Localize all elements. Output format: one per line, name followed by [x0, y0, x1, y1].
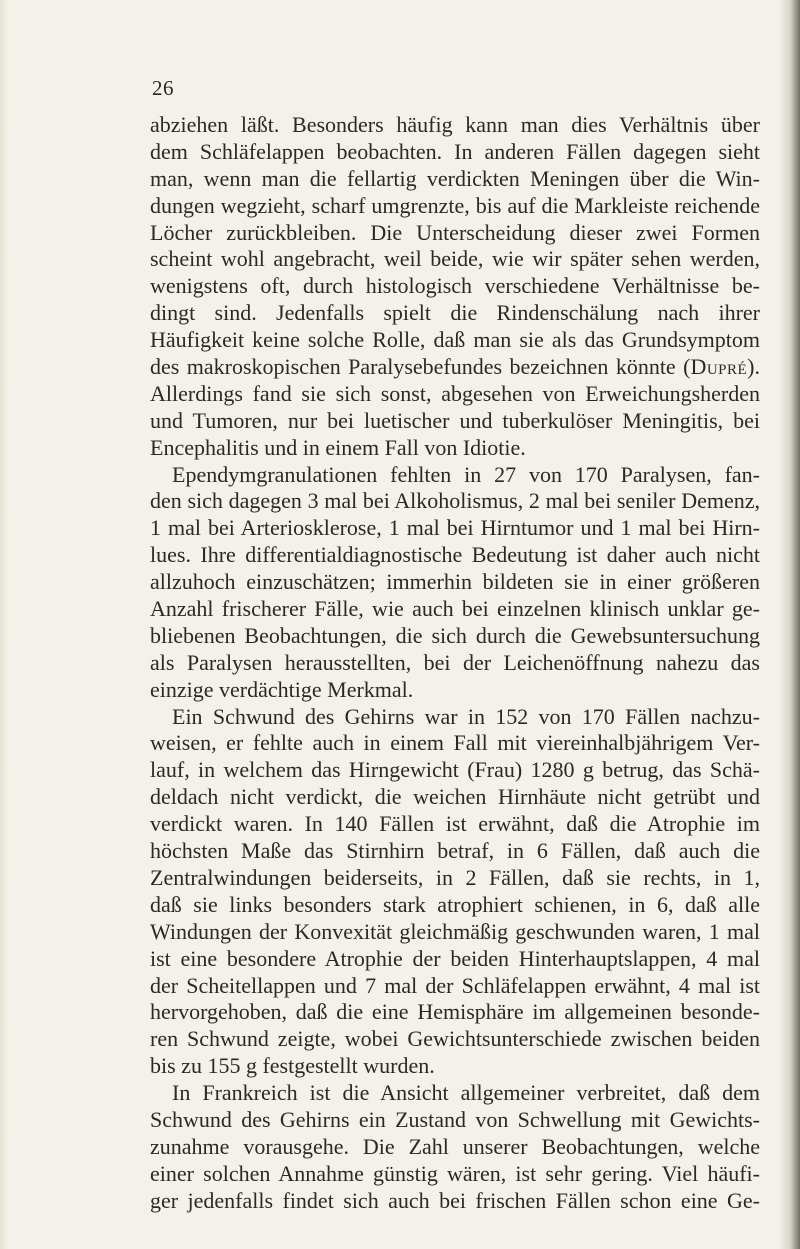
text-line: einer solchen Annahme günstig wären, ist sehr gering. Viel häufi- — [150, 1160, 760, 1186]
text-line: daß sie links besonders stark atrophiert schienen, in 6, daß alle — [150, 891, 760, 917]
text-line: Löcher zurückbleiben. Die Unterscheidung dieser zwei Formen — [150, 219, 760, 245]
text-line: und Tumoren, nur bei luetischer und tuberkulöser Meningitis, bei — [150, 407, 760, 433]
text-line: Zentralwindungen beiderseits, in 2 Fällen, daß sie rechts, in 1, — [150, 864, 760, 890]
text-line: höchsten Maße das Stirnhirn betraf, in 6 Fällen, daß auch die — [150, 838, 760, 864]
text-line: Ependymgranulationen fehlten in 27 von 170 Paralysen, fan- — [172, 461, 760, 487]
text-line: abziehen läßt. Besonders häufig kann man dies Verhältnis über — [150, 112, 760, 137]
page-number: 26 — [152, 76, 174, 100]
page-edge-left — [0, 0, 8, 1249]
page-edge-right — [778, 0, 800, 1249]
text-line: ren Schwund zeigte, wobei Gewichtsunterschiede zwischen beiden — [150, 1026, 760, 1052]
text-line: der Scheitellappen und 7 mal der Schläfelappen erwähnt, 4 mal ist — [150, 972, 760, 998]
text-line: scheint wohl angebracht, weil beide, wie wir später sehen werden, — [150, 246, 760, 272]
text-line: allzuhoch einzuschätzen; immerhin bildeten sie in einer größeren — [150, 569, 760, 595]
author-citation: Dupré — [690, 354, 748, 380]
text-line: deldach nicht verdickt, die weichen Hirnhäute nicht getrübt und — [150, 784, 760, 810]
text-line: 1 mal bei Arteriosklerose, 1 mal bei Hirntumor und 1 mal bei Hirn- — [150, 515, 760, 541]
text-line: Encephalitis und in einem Fall von Idiotie. — [150, 434, 526, 460]
text-line: hervorgehoben, daß die eine Hemisphäre im allgemeinen besonde- — [150, 999, 760, 1025]
text-line-with-citation — [150, 354, 760, 381]
text-line: zunahme vorausgehe. Die Zahl unserer Beobachtungen, welche — [150, 1133, 760, 1159]
text-line: verdickt waren. In 140 Fällen ist erwähnt, daß die Atrophie im — [150, 811, 760, 837]
text-line: wenigstens oft, durch histologisch verschiedene Verhältnisse be- — [150, 273, 760, 299]
text-line-part: des makroskopischen Paralysebefundes bezeichnen könnte ( — [150, 354, 691, 380]
body-text — [150, 112, 760, 1215]
text-line: bliebenen Beobachtungen, die sich durch die Gewebsuntersuchung — [150, 622, 760, 648]
paragraph — [150, 1080, 760, 1214]
text-line: einzige verdächtige Merkmal. — [150, 676, 414, 702]
text-line: lues. Ihre differentialdiagnostische Bedeutung ist daher auch nicht — [150, 542, 760, 568]
text-line: Anzahl frischerer Fälle, wie auch bei einzelnen klinisch unklar ge- — [150, 596, 760, 622]
text-line: lauf, in welchem das Hirngewicht (Frau) 1280 g betrug, das Schä- — [150, 757, 760, 783]
text-line: In Frankreich ist die Ansicht allgemeiner verbreitet, daß dem — [172, 1080, 760, 1106]
text-line: ger jedenfalls findet sich auch bei frischen Fällen schon eine Ge- — [150, 1187, 760, 1213]
paragraph — [150, 112, 760, 462]
text-line: Windungen der Konvexität gleichmäßig geschwunden waren, 1 mal — [150, 918, 760, 944]
text-line: Ein Schwund des Gehirns war in 152 von 170 Fällen nachzu- — [172, 703, 760, 729]
text-line: als Paralysen herausstellten, bei der Leichenöffnung nahezu das — [150, 649, 760, 675]
citation-close: ). — [747, 354, 760, 380]
paragraph — [150, 704, 760, 1080]
text-line: dem Schläfelappen beobachten. In anderen Fällen dagegen sieht — [150, 138, 760, 164]
text-line: Schwund des Gehirns ein Zustand von Schwellung mit Gewichts- — [150, 1106, 760, 1132]
text-line: man, wenn man die fellartig verdickten Meningen über die Win- — [150, 165, 760, 191]
paragraph — [150, 462, 760, 704]
text-line: ist eine besondere Atrophie der beiden Hinterhauptslappen, 4 mal — [150, 945, 760, 971]
text-line: Allerdings fand sie sich sonst, abgesehen von Erweichungsherden — [150, 380, 760, 406]
text-line: dingt sind. Jedenfalls spielt die Rindenschälung nach ihrer — [150, 300, 760, 326]
text-line: weisen, er fehlte auch in einem Fall mit viereinhalbjährigem Ver- — [150, 730, 760, 756]
text-line: Häufigkeit keine solche Rolle, daß man sie als das Grundsymptom — [150, 327, 760, 353]
text-line: bis zu 155 g festgestellt wurden. — [150, 1053, 435, 1079]
text-line: dungen wegzieht, scharf umgrenzte, bis auf die Markleiste reichende — [150, 192, 760, 218]
text-line: den sich dagegen 3 mal bei Alkoholismus, 2 mal bei seniler Demenz, — [150, 488, 760, 514]
